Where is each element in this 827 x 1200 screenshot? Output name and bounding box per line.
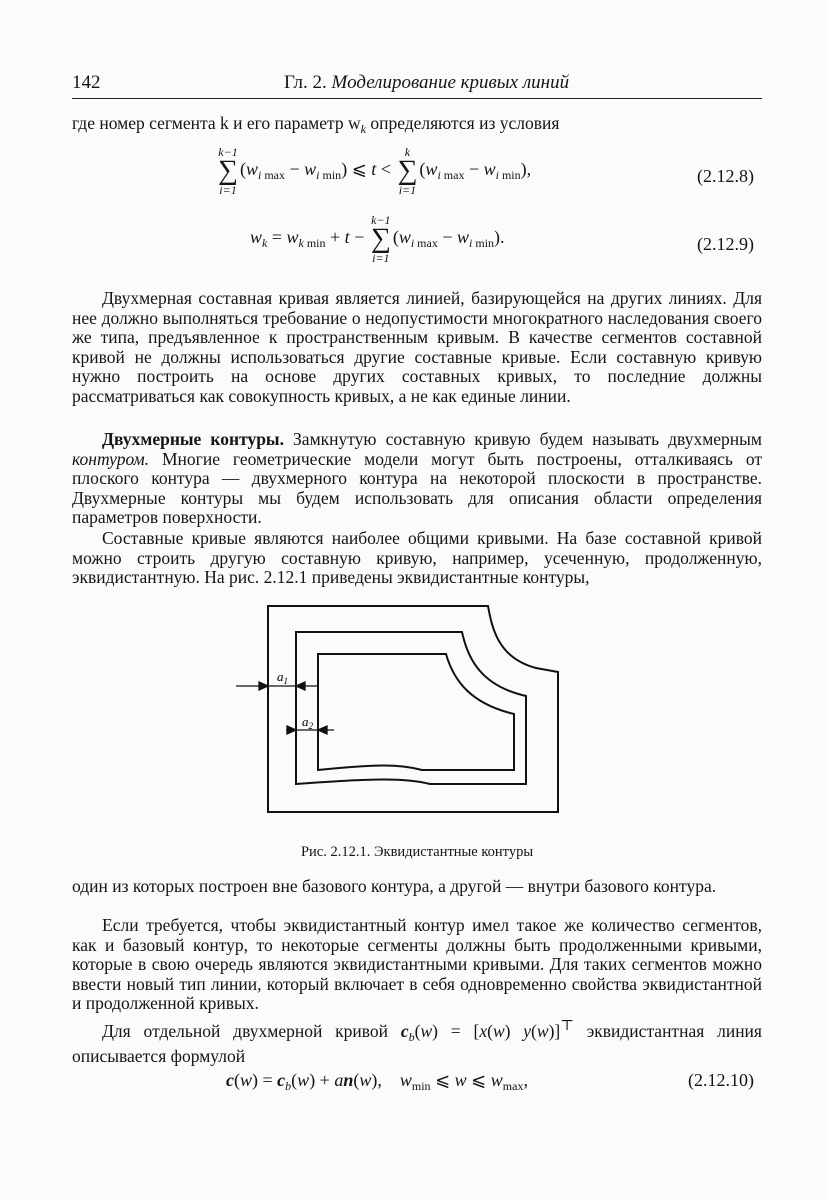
page-header (72, 72, 762, 99)
equidistant-contours-figure (236, 598, 596, 822)
equation-2-12-9 (72, 214, 762, 278)
equation-body: $c(w) = c_b(w) + an(w)$, $w_{min}$ ⩽ w ⩽ $w_{max}$, (226, 1070, 528, 1093)
figure-caption: Рис. 2.12.1. Эквидистантные контуры (300, 844, 534, 860)
curve-definition: $c_b(w) = [x(w)$ y(w)]⊤ (400, 1018, 574, 1044)
section-heading: Двухмерные контуры. (102, 429, 284, 449)
paragraph-2-text-b: Многие геометрические модели могут быть построены, отталкиваясь от плоского контура — двухмерного контура на некоторой плоскости в пространстве. Двухмерные контуры мы будем использовать для описания области определения параметров поверхности. (72, 448, 762, 528)
equation-number: (2.12.9) (697, 234, 754, 254)
label-a1: $a_1$ (277, 669, 288, 686)
running-head (284, 72, 569, 94)
equation-body: k−1 ∑ i=1 $(w_{i max} - w_{i min})$ ⩽ t < k ∑ i=1 $(w_{i max} - w_{i min})$, (218, 145, 532, 197)
chapter-label: Гл. 2. (284, 72, 327, 93)
equation-number: (2.12.8) (697, 166, 754, 186)
intro-tail: определяются из условия (365, 113, 560, 133)
equation-body: $w_k = w_{k min} + t$ − k−1 ∑ i=1 $(w_{i max} - w_{i min})$. (250, 213, 505, 265)
equation-2-12-8 (72, 146, 762, 208)
paragraph-2-text-a: Замкнутую составную кривую будем называть двухмерным (283, 429, 762, 449)
paragraph-3: Составные кривые являются наиболее общими кривыми. На базе составной кривой можно строить другую составную кривую, например, усеченную, продолженную, эквидистантную. На рис. 2.12.1 приведены эквидистантные контуры, (72, 528, 762, 588)
paragraph-6 (72, 1017, 762, 1067)
intro-text: где номер сегмента k и его параметр w (72, 113, 361, 133)
paragraph-2 (72, 430, 762, 528)
paragraph-5: Если требуется, чтобы эквидистантный контур имел такое же количество сегментов, как и базовый контур, то некоторые сегменты должны быть продолженными кривыми, которые в свою очередь являются эквидистантными кривыми. Для таких сегментов можно ввести новый тип линии, который включает в себя одновременно свойства эквидистантной и продолженной кривых. (72, 915, 762, 1014)
paragraph-4: один из которых построен вне базового контура, а другой — внутри базового контура. (72, 876, 717, 896)
paragraph-1: Двухмерная составная кривая является линией, базирующейся на других линиях. Для нее должно выполняться требование о недопустимости многократного наследования своего же типа, предъявленное к пространственным кривым. В качестве сегментов составной кривой не должны использоваться другие составные кривые. Если составную кривую нужно построить на основе других составных кривых, то последние должны рассматриваться как совокупность кривых, а не как единые линии. (72, 288, 762, 406)
label-a2: $a_2$ (302, 714, 313, 731)
intro-sub: k (360, 122, 366, 136)
term-contour: контуром. (72, 448, 150, 469)
equation-number: (2.12.10) (688, 1070, 754, 1090)
equation-2-12-10 (72, 1070, 762, 1098)
chapter-title: Моделирование кривых линий (331, 72, 570, 93)
page-number: 142 (72, 72, 101, 93)
intro-line (72, 114, 762, 140)
paragraph-6-text-b: эквидистантная линия описывается формулой (72, 1020, 762, 1067)
inner-contour (318, 654, 514, 770)
paragraph-6-text-a: Для отдельной двухмерной кривой (102, 1020, 401, 1041)
